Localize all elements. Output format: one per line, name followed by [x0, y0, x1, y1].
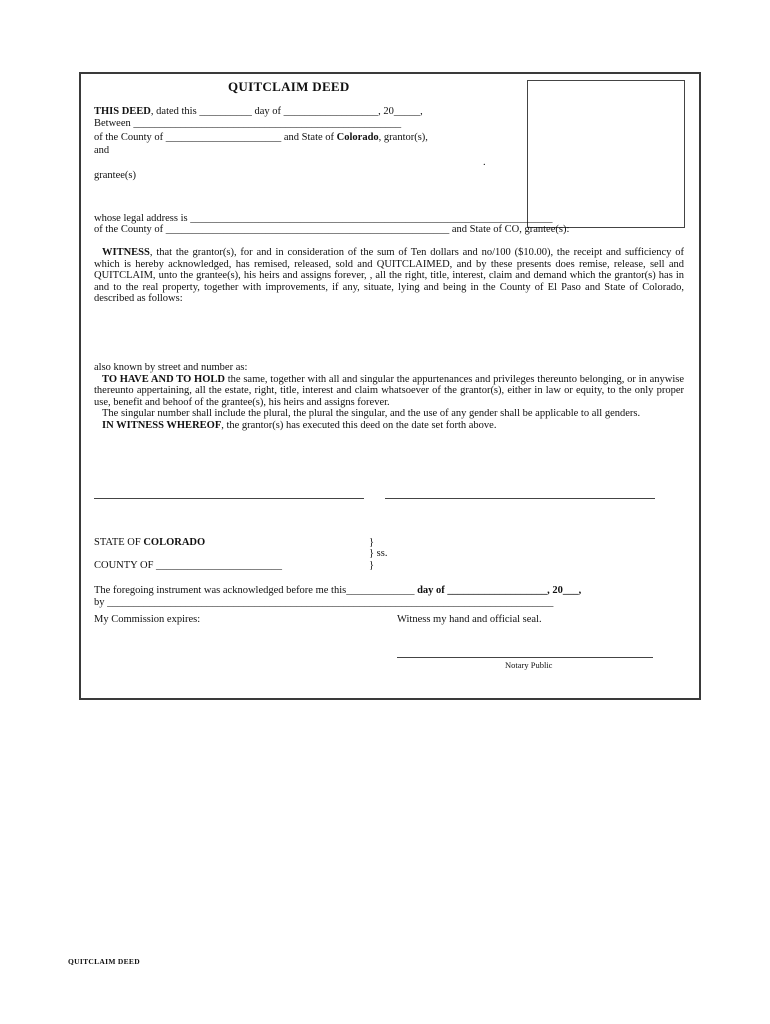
brace-ss: } ss.	[369, 548, 388, 559]
in-witness-label: IN WITNESS WHEREOF	[102, 419, 222, 431]
commission-expires: My Commission expires:	[94, 614, 201, 625]
notary-state-prefix: STATE OF	[94, 537, 144, 548]
grantor-signature-line-1[interactable]	[94, 498, 364, 499]
to-have-text: the same, together with all and singular the appurtenances and privileges thereunto belonging, or in anywise thereunto appertaining, all the estate, right, title, interest and claim whatsoever of the grantor(s), either in law or equity, to the only proper use, benefit and behoof of the grantee(s), his heirs and assigns forever.	[94, 373, 684, 408]
ack-bold: day of ___________________, 20___,	[417, 585, 582, 596]
ack-text: The foregoing instrument was acknowledged before me this_____________	[94, 585, 418, 596]
county-prefix: of the County of ______________________ and State of	[94, 132, 337, 143]
witness-seal-text: Witness my hand and official seal.	[397, 614, 542, 625]
document-title: QUITCLAIM DEED	[228, 79, 350, 94]
state-name: Colorado	[336, 132, 379, 143]
this-deed-label: THIS DEED	[94, 106, 151, 117]
recording-box	[527, 80, 685, 228]
and-text: and	[94, 145, 110, 156]
footer-label: QUITCLAIM DEED	[68, 957, 140, 966]
witness-paragraph	[94, 247, 684, 305]
habendum-block	[94, 362, 684, 432]
by-line: by _____________________________________________________________________________________	[94, 597, 554, 608]
period-mark: .	[483, 157, 486, 168]
notary-county-line: COUNTY OF ________________________	[94, 560, 283, 571]
legal-address-line: whose legal address is _____________________________________________________________________	[94, 213, 553, 224]
deed-date-line	[94, 106, 423, 118]
between-line: Between ___________________________________________________	[94, 118, 402, 129]
singular-text: The singular number shall include the plural, the plural the singular, and the use of any gender shall be applicable to all genders.	[102, 408, 641, 420]
brace-bottom: }	[369, 560, 375, 571]
brace-top: }	[369, 537, 375, 548]
notary-signature-line[interactable]	[397, 657, 653, 658]
notary-public-label: Notary Public	[505, 660, 553, 670]
notary-state-name: COLORADO	[143, 537, 206, 548]
grantee-label: grantee(s)	[94, 170, 136, 181]
dated-text: , dated this __________ day of __________________, 20_____,	[150, 106, 423, 117]
acknowledgment-line	[94, 585, 581, 597]
address-county-line: of the County of ______________________________________________________ and State of CO, grantee(s):	[94, 224, 570, 235]
in-witness-text: , the grantor(s) has executed this deed on the date set forth above.	[221, 419, 497, 431]
notary-state-line	[94, 537, 205, 549]
witness-text: , that the grantor(s), for and in consideration of the sum of Ten dollars and no/100 ($10.00), the receipt and sufficiency of which is hereby acknowledged, has remised, released, sold and QUITCLAIMED, and by these presents does remise, release, sell and QUITCLAIM, unto the grantee(s), his heirs and assigns forever, , all the right, title, interest, claim and demand which the grantor(s) has in and to the real property, together with improvements, if any, situate, lying and being in the County of El Paso and State of Colorado, described as follows:	[94, 247, 684, 305]
grantor-signature-line-2[interactable]	[385, 498, 655, 499]
also-known-text: also known by street and number as:	[94, 362, 248, 373]
grantor-county-line	[94, 132, 428, 144]
to-have-label: TO HAVE AND TO HOLD	[102, 373, 225, 385]
witness-label: WITNESS	[102, 247, 150, 258]
grantor-suffix: , grantor(s),	[378, 132, 428, 143]
